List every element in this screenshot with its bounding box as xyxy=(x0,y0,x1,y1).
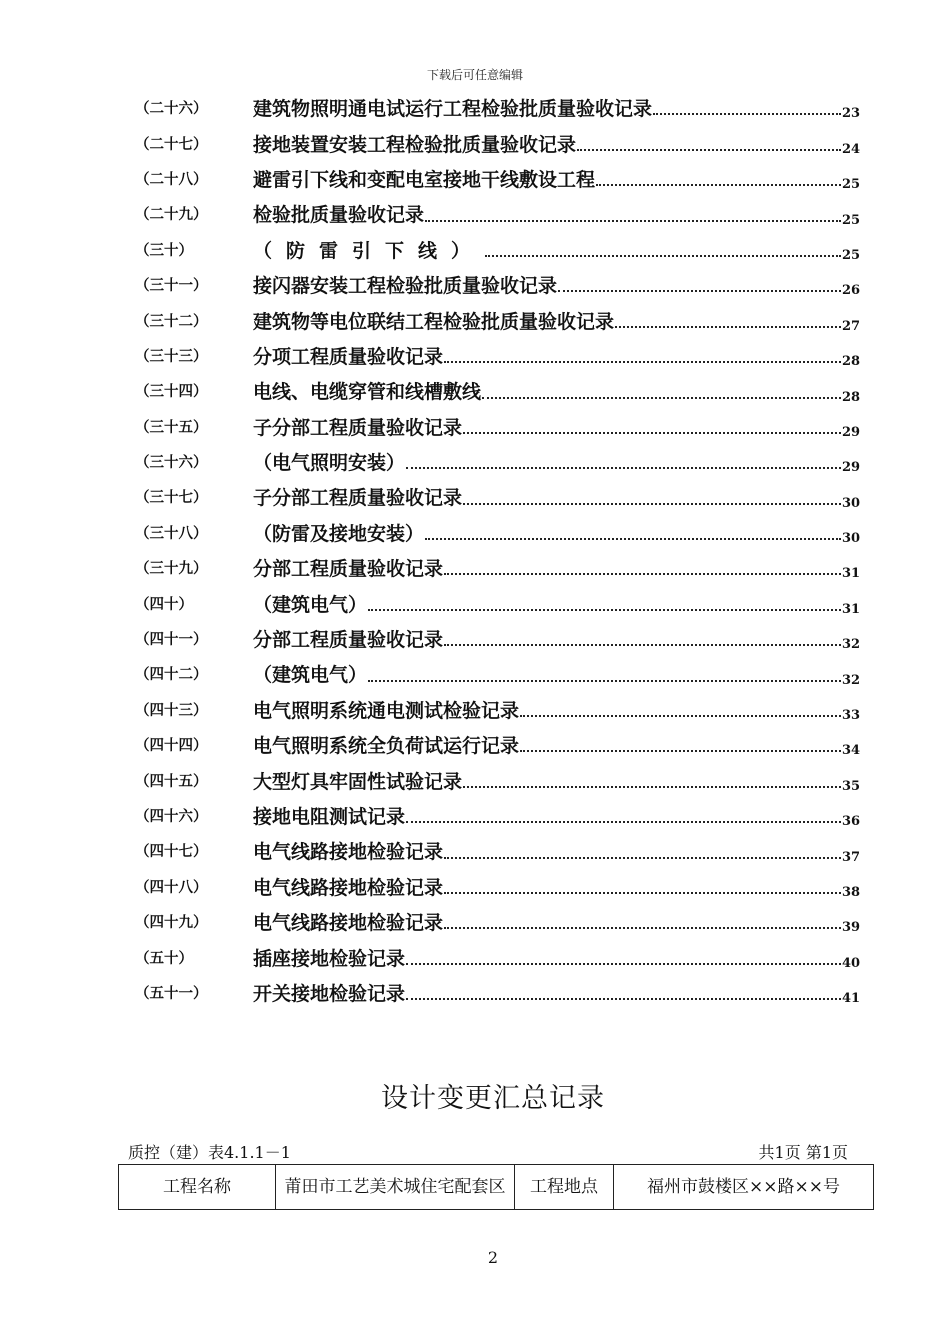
toc-entry[interactable] xyxy=(135,161,860,196)
toc-leader-dots xyxy=(463,786,841,788)
toc-entry-page: 35 xyxy=(842,778,861,794)
form-code: 质控（建）表4.1.1－1 xyxy=(128,1143,291,1162)
toc-entry-page: 38 xyxy=(842,884,861,900)
project-location-label: 工程地点 xyxy=(515,1165,614,1210)
toc-entry-number: （三十五） xyxy=(135,418,208,436)
toc-entry-title: 电线、电缆穿管和线槽敷线 xyxy=(253,381,482,404)
toc-leader-dots xyxy=(520,715,841,717)
toc-entry-number: （三十八） xyxy=(135,524,208,542)
toc-entry-page: 29 xyxy=(842,460,861,476)
toc-entry-number: （二十九） xyxy=(135,206,208,224)
toc-entry-page: 23 xyxy=(842,106,861,122)
toc-entry-title: 接闪器安装工程检验批质量验收记录 xyxy=(253,275,558,298)
toc-entry-number: （四十七） xyxy=(135,843,208,861)
toc-entry[interactable] xyxy=(135,373,860,408)
toc-entry-number: （四十六） xyxy=(135,808,208,825)
toc-entry[interactable] xyxy=(135,479,860,514)
project-location-value: 福州市鼓楼区××路××号 xyxy=(614,1165,874,1210)
toc-entry-title: （防雷引下线） xyxy=(253,239,485,262)
toc-entry[interactable] xyxy=(135,90,860,125)
toc-entry-number: （五十） xyxy=(135,949,193,967)
toc-entry-title: 插座接地检验记录 xyxy=(253,947,406,970)
toc-entry-title: （电气照明安装） xyxy=(253,452,406,475)
toc-entry-title: 建筑物照明通电试运行工程检验批质量验收记录 xyxy=(253,98,653,121)
toc-entry-page: 36 xyxy=(842,814,861,830)
toc-entry[interactable] xyxy=(135,515,860,550)
toc-entry-page: 34 xyxy=(842,743,861,759)
toc-leader-dots xyxy=(463,432,841,434)
toc-entry-title: 避雷引下线和变配电室接地干线敷设工程 xyxy=(253,168,596,191)
toc-entry[interactable] xyxy=(135,939,860,974)
toc-entry-number: （四十九） xyxy=(135,914,208,932)
toc-entry[interactable] xyxy=(135,338,860,373)
toc-entry-title: （建筑电气） xyxy=(253,593,368,616)
toc-entry-page: 29 xyxy=(842,424,861,440)
toc-entry[interactable] xyxy=(135,267,860,302)
toc-entry-page: 41 xyxy=(842,991,861,1007)
toc-leader-dots xyxy=(368,680,841,682)
toc-entry[interactable] xyxy=(135,869,860,904)
toc-entry-title: 接地电阻测试记录 xyxy=(253,806,406,828)
toc-leader-dots xyxy=(406,998,841,1000)
page-count: 共1页 第1页 xyxy=(758,1143,848,1162)
toc-entry-title: 子分部工程质量验收记录 xyxy=(253,416,463,439)
toc-entry[interactable] xyxy=(135,833,860,868)
toc-entry-number: （三十四） xyxy=(135,383,208,401)
toc-entry[interactable] xyxy=(135,232,860,267)
toc-entry[interactable] xyxy=(135,798,860,833)
toc-entry-title: 分部工程质量验收记录 xyxy=(253,629,444,652)
toc-entry-number: （三十九） xyxy=(135,560,208,578)
toc-entry-number: （四十三） xyxy=(135,701,208,719)
toc-entry-page: 31 xyxy=(842,601,861,617)
toc-entry-title: 子分部工程质量验收记录 xyxy=(253,487,463,510)
toc-entry-page: 37 xyxy=(842,849,861,865)
toc-entry-title: 电气线路接地检验记录 xyxy=(253,912,444,935)
toc-entry-number: （二十七） xyxy=(135,135,208,153)
toc-entry[interactable] xyxy=(135,656,860,691)
toc-leader-dots xyxy=(444,573,841,575)
toc-entry-title: （建筑电气） xyxy=(253,664,368,687)
toc-entry-number: （三十） xyxy=(135,241,193,259)
toc-entry[interactable] xyxy=(135,409,860,444)
toc-leader-dots xyxy=(444,361,841,363)
toc-entry[interactable] xyxy=(135,125,860,160)
toc-leader-dots xyxy=(444,927,841,929)
toc-entry-number: （四十一） xyxy=(135,631,208,649)
toc-leader-dots xyxy=(406,963,841,965)
toc-entry[interactable] xyxy=(135,444,860,479)
toc-leader-dots xyxy=(463,503,841,505)
toc-entry-number: （三十二） xyxy=(135,312,208,330)
toc-entry-number: （三十三） xyxy=(135,347,208,365)
toc-leader-dots xyxy=(368,609,841,611)
toc-entry-page: 40 xyxy=(842,955,861,971)
toc-entry[interactable] xyxy=(135,302,860,337)
toc-entry-number: （四十） xyxy=(135,595,193,613)
toc-entry-page: 25 xyxy=(842,177,861,193)
toc-entry-number: （二十六） xyxy=(135,100,208,118)
toc-entry-number: （四十八） xyxy=(135,878,208,896)
page-number: 2 xyxy=(487,1248,499,1267)
toc-leader-dots xyxy=(615,326,841,328)
toc-entry-page: 25 xyxy=(842,212,861,228)
table-row xyxy=(119,1165,874,1210)
table-of-contents xyxy=(135,90,860,1010)
toc-entry-number: （三十七） xyxy=(135,489,208,507)
toc-leader-dots xyxy=(482,397,841,399)
toc-entry-page: 31 xyxy=(842,566,861,582)
toc-entry-number: （四十二） xyxy=(135,666,208,684)
toc-entry-page: 25 xyxy=(842,247,861,263)
toc-entry-page: 30 xyxy=(842,495,861,511)
toc-entry-page: 32 xyxy=(842,637,861,653)
toc-entry[interactable] xyxy=(135,196,860,231)
toc-leader-dots xyxy=(425,538,841,540)
toc-entry-page: 24 xyxy=(842,141,861,157)
toc-entry-page: 26 xyxy=(842,283,861,299)
toc-entry-title: 接地装置安装工程检验批质量验收记录 xyxy=(253,133,577,156)
toc-entry-page: 30 xyxy=(842,531,861,547)
toc-entry[interactable] xyxy=(135,621,860,656)
project-name-value: 莆田市工艺美术城住宅配套区 xyxy=(276,1165,515,1210)
toc-entry-page: 39 xyxy=(842,920,861,936)
toc-entry-number: （三十六） xyxy=(135,454,208,472)
toc-leader-dots xyxy=(406,467,841,469)
toc-leader-dots xyxy=(406,821,841,823)
toc-entry-title: 建筑物等电位联结工程检验批质量验收记录 xyxy=(253,310,615,333)
toc-leader-dots xyxy=(577,149,841,151)
toc-entry-title: 电气照明系统全负荷试运行记录 xyxy=(253,735,520,758)
toc-entry-title: 开关接地检验记录 xyxy=(253,982,406,1005)
toc-entry[interactable] xyxy=(135,727,860,762)
toc-leader-dots xyxy=(444,644,841,646)
toc-entry-number: （二十八） xyxy=(135,170,208,188)
toc-leader-dots xyxy=(425,220,841,222)
toc-entry-title: 电气线路接地检验记录 xyxy=(253,876,444,899)
toc-entry-number: （四十五） xyxy=(135,772,208,790)
project-info-table xyxy=(118,1164,874,1210)
toc-leader-dots xyxy=(485,255,841,257)
toc-entry-title: 检验批质量验收记录 xyxy=(253,204,425,227)
toc-entry-number: （三十一） xyxy=(135,277,208,295)
toc-leader-dots xyxy=(444,892,841,894)
toc-entry-number: （五十一） xyxy=(135,984,208,1002)
toc-entry[interactable] xyxy=(135,975,860,1010)
toc-entry-page: 27 xyxy=(842,318,861,334)
toc-entry-title: 分部工程质量验收记录 xyxy=(253,558,444,581)
toc-entry-page: 33 xyxy=(842,708,861,724)
toc-leader-dots xyxy=(558,290,841,292)
toc-entry[interactable] xyxy=(135,904,860,939)
toc-entry[interactable] xyxy=(135,585,860,620)
toc-entry-title: 电气线路接地检验记录 xyxy=(253,841,444,864)
toc-entry[interactable] xyxy=(135,550,860,585)
toc-entry-title: 电气照明系统通电测试检验记录 xyxy=(253,699,520,722)
toc-leader-dots xyxy=(520,750,841,752)
toc-entry-page: 28 xyxy=(842,354,861,370)
toc-entry-page: 28 xyxy=(842,389,861,405)
toc-entry-title: 大型灯具牢固性试验记录 xyxy=(253,770,463,793)
toc-entry[interactable] xyxy=(135,762,860,797)
toc-entry-number: （四十四） xyxy=(135,737,208,755)
header-note: 下载后可任意编辑 xyxy=(426,68,523,82)
project-name-label: 工程名称 xyxy=(119,1165,276,1210)
toc-entry[interactable] xyxy=(135,692,860,727)
toc-entry-title: 分项工程质量验收记录 xyxy=(253,345,444,368)
toc-leader-dots xyxy=(444,857,841,859)
toc-entry-page: 32 xyxy=(842,672,861,688)
toc-leader-dots xyxy=(653,113,841,115)
document-title: 设计变更汇总记录 xyxy=(381,1083,605,1114)
toc-leader-dots xyxy=(596,184,841,186)
toc-entry-title: （防雷及接地安装） xyxy=(253,522,425,545)
